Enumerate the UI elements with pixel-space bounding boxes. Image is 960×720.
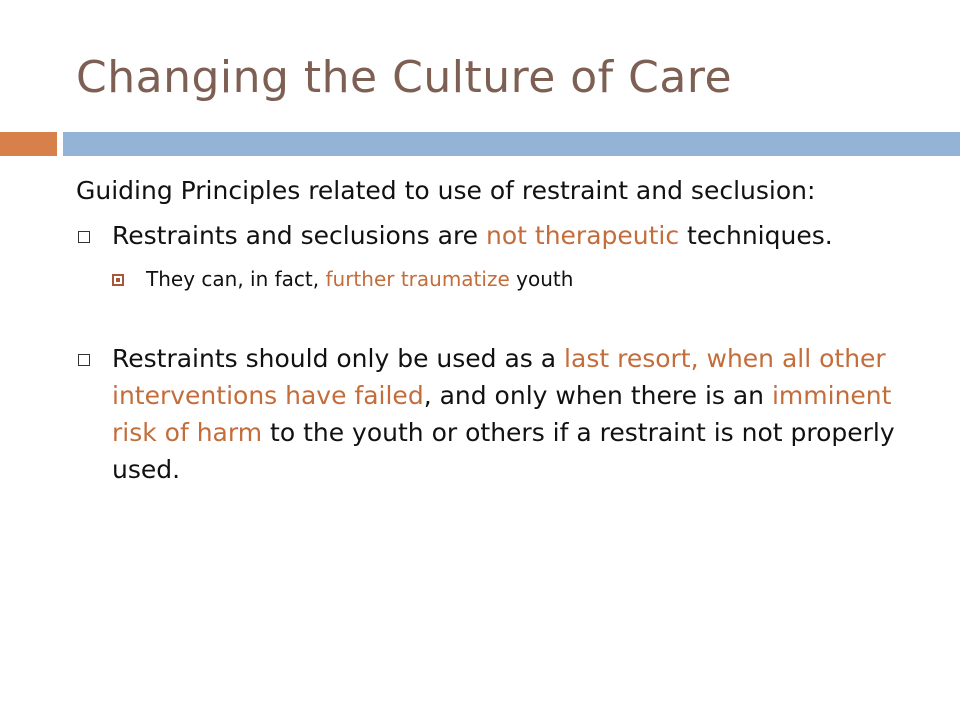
bullet-not-therapeutic xyxy=(76,217,896,294)
highlight-text: last resort, when all other interventions have failed xyxy=(112,344,886,410)
bullet-text: , and only when there is an xyxy=(423,381,772,410)
intro-text: Guiding Principles related to use of restraint and seclusion: xyxy=(76,176,816,205)
bullet-last-resort xyxy=(76,340,896,488)
bullet-text: Restraints should only be used as a xyxy=(112,344,565,373)
title-accent-bar xyxy=(0,132,57,156)
bullet-text: Restraints and seclusions are xyxy=(112,221,486,250)
subbullet-text: youth xyxy=(509,267,574,291)
highlight-text: imminent risk of harm xyxy=(112,381,892,447)
highlight-text: not therapeutic xyxy=(486,221,680,250)
slide-title: Changing the Culture of Care xyxy=(76,52,733,103)
title-underline-bar xyxy=(63,132,960,156)
highlight-text: further traumatize xyxy=(325,267,510,291)
bullet-text: to the youth or others if a restraint is not properly used. xyxy=(112,418,895,484)
subbullet-further-traumatize xyxy=(112,264,896,294)
box-bullet-icon xyxy=(78,354,90,366)
slide-body xyxy=(76,172,896,500)
filled-box-bullet-icon xyxy=(112,274,124,286)
bullet-text: techniques. xyxy=(679,221,833,250)
subbullet-text: They can, in fact, xyxy=(146,267,326,291)
box-bullet-icon xyxy=(78,231,90,243)
